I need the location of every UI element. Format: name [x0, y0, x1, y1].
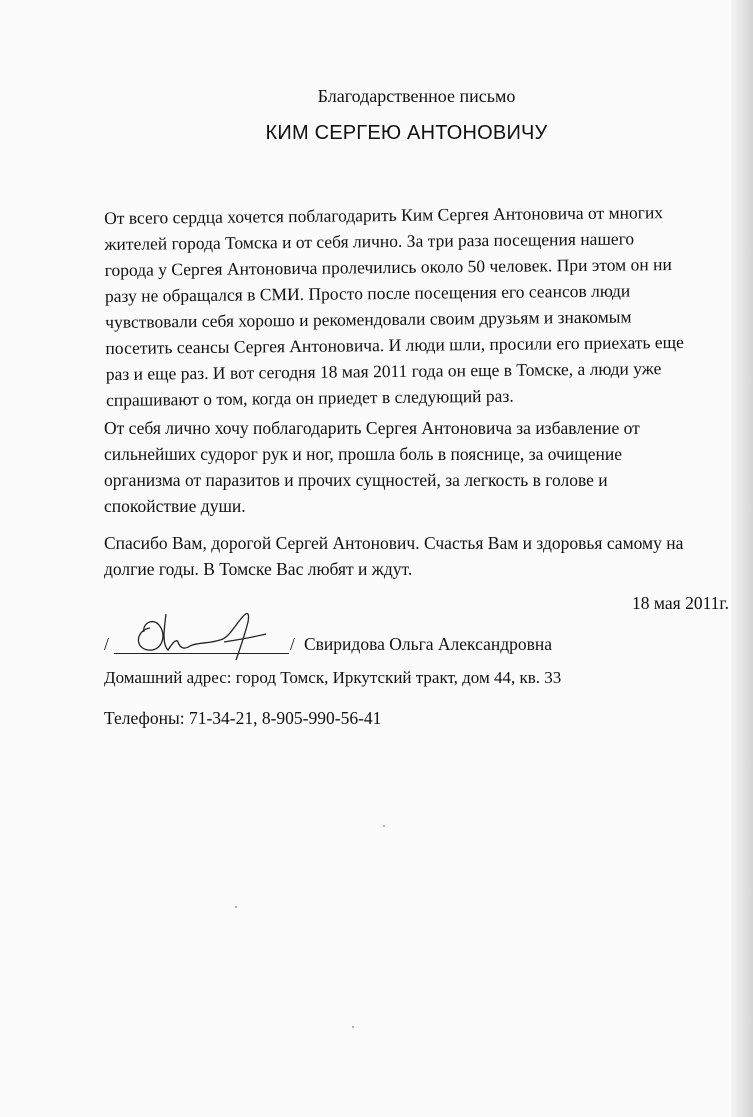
text-line: жителей города Томска и от себя лично. За три раза посещения нашего [104, 228, 635, 254]
phone-numbers: Телефоны: 71-34-21, 8-905-990-56-41 [104, 708, 382, 728]
letter-date: 18 мая 2011г. [632, 593, 729, 613]
text-line: спрашивают о том, когда он приедет в следующий раз. [105, 385, 514, 410]
text-line: разу не обращался в СМИ. Просто после посещения его сеансов люди [104, 280, 631, 306]
signer-name: Свиридова Ольга Александровна [304, 634, 553, 654]
paragraph-gratitude [104, 198, 731, 413]
text-line: От себя лично хочу поблагодарить Сергея Антоновича за избавление от [104, 418, 640, 438]
scan-speck [383, 825, 385, 827]
letter-title: Благодарственное письмо [317, 86, 516, 106]
text-line: организма от паразитов и прочих сущностей, за легкость в голове и [104, 470, 608, 490]
scan-speck [352, 1026, 354, 1028]
handwritten-signature [128, 600, 278, 660]
scan-speck [235, 906, 237, 908]
signature-slash-close: / [290, 634, 295, 654]
text-line: сильнейших судорог рук и ног, прошла боль в пояснице, за очищение [104, 444, 622, 464]
scan-edge-shadow [731, 0, 753, 1117]
text-line: раз и еще раз. И вот сегодня 18 мая 2011 года он еще в Томске, а люди уже [105, 358, 662, 384]
text-line: долгие годы. В Томске Вас любят и ждут. [104, 559, 413, 579]
addressee: КИМ СЕРГЕЮ АНТОНОВИЧУ [265, 122, 548, 144]
text-line: посетить сеансы Сергея Антоновича. И люди шли, просили его приехать еще [105, 331, 684, 358]
home-address: Домашний адрес: город Томск, Иркутский тракт, дом 44, кв. 33 [104, 668, 562, 687]
paragraph-thanks [104, 530, 729, 582]
text-line: чувствовали себя хорошо и рекомендовали своим друзьям и знакомым [105, 306, 632, 332]
text-line: города у Сергея Антоновича пролечились около 50 человек. При этом он ни [104, 254, 672, 280]
text-line: Спасибо Вам, дорогой Сергей Антонович. Счастья Вам и здоровья самому на [104, 533, 684, 553]
text-line: От всего сердца хочется поблагодарить Ким Сергея Антоновича от многих [104, 202, 664, 228]
paragraph-personal [104, 415, 729, 519]
signature-slash-open: / [104, 634, 109, 654]
text-line: спокойствие души. [104, 496, 246, 516]
